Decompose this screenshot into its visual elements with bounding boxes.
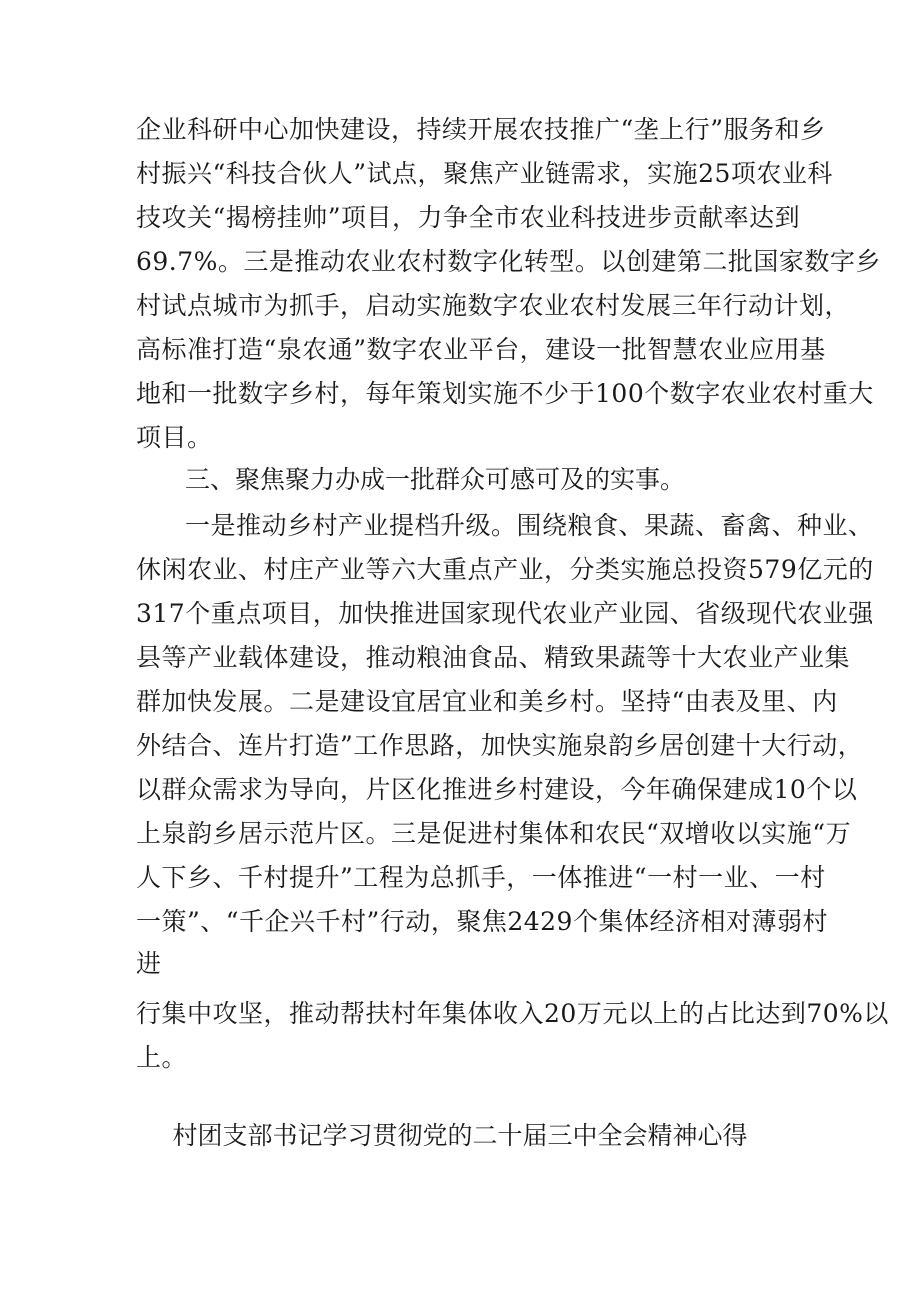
- paragraph-2-line-10: 一策”、“千企兴千村”行动，聚焦2429个集体经济相对薄弱村: [136, 907, 828, 936]
- paragraph-1-line-8: 项目。: [136, 423, 213, 452]
- paragraph-2-line-8: 上泉韵乡居示范片区。三是促进村集体和农民“双增收以实施“万: [136, 819, 852, 848]
- paragraph-1-line-3: 技攻关“揭榜挂帅”项目，力争全市农业科技进步贡献率达到: [136, 203, 801, 232]
- paragraph-2-line-13: 上。: [136, 1043, 188, 1072]
- paragraph-1-line-6: 高标准打造“泉农通”数字农业平台，建设一批智慧农业应用基: [136, 335, 826, 364]
- paragraph-2-line-7: 以群众需求为导向，片区化推进乡村建设，今年确保建成10个以: [136, 775, 858, 804]
- section-heading: 三、聚焦聚力办成一批群众可感可及的实事。: [185, 465, 686, 494]
- paragraph-1-line-1: 企业科研中心加快建设，持续开展农技推广“垄上行”服务和乡: [136, 115, 826, 144]
- paragraph-2-line-12: 行集中攻坚，推动帮扶村年集体收入20万元以上的占比达到70%以: [136, 999, 889, 1028]
- paragraph-1-line-4: 69.7%。三是推动农业农村数字化转型。以创建第二批国家数字乡: [136, 247, 881, 276]
- paragraph-2-line-4: 县等产业载体建设，推动粮油食品、精致果蔬等十大农业产业集: [136, 643, 851, 672]
- paragraph-2-line-9: 人下乡、千村提升”工程为总抓手，一体推进“一村一业、一村: [136, 863, 826, 892]
- paragraph-2-line-5: 群加快发展。二是建设宜居宜业和美乡村。坚持“由表及里、内: [136, 687, 838, 716]
- paragraph-2-line-2: 休闲农业、村庄产业等六大重点产业，分类实施总投资579亿元的: [136, 555, 874, 584]
- paragraph-2-line-6: 外结合、连片打造”工作思路，加快实施泉韵乡居创建十大行动，: [136, 731, 864, 760]
- paragraph-2-line-1: 一是推动乡村产业提档升级。围绕粮食、果蔬、畜禽、种业、: [185, 511, 874, 540]
- paragraph-1-line-5: 村试点城市为抓手，启动实施数字农业农村发展三年行动计划，: [136, 291, 851, 320]
- paragraph-2-line-3: 317个重点项目，加快推进国家现代农业产业园、省级现代农业强: [136, 599, 874, 628]
- paragraph-1-line-2: 村振兴“科技合伙人”试点，聚焦产业链需求，实施25项农业科: [136, 159, 833, 188]
- paragraph-2-line-11: 进: [136, 949, 162, 978]
- paragraph-1-line-7: 地和一批数字乡村，每年策划实施不少于100个数字农业农村重大: [136, 379, 874, 408]
- document-title: 村团支部书记学习贯彻党的二十届三中全会精神心得: [172, 1121, 748, 1150]
